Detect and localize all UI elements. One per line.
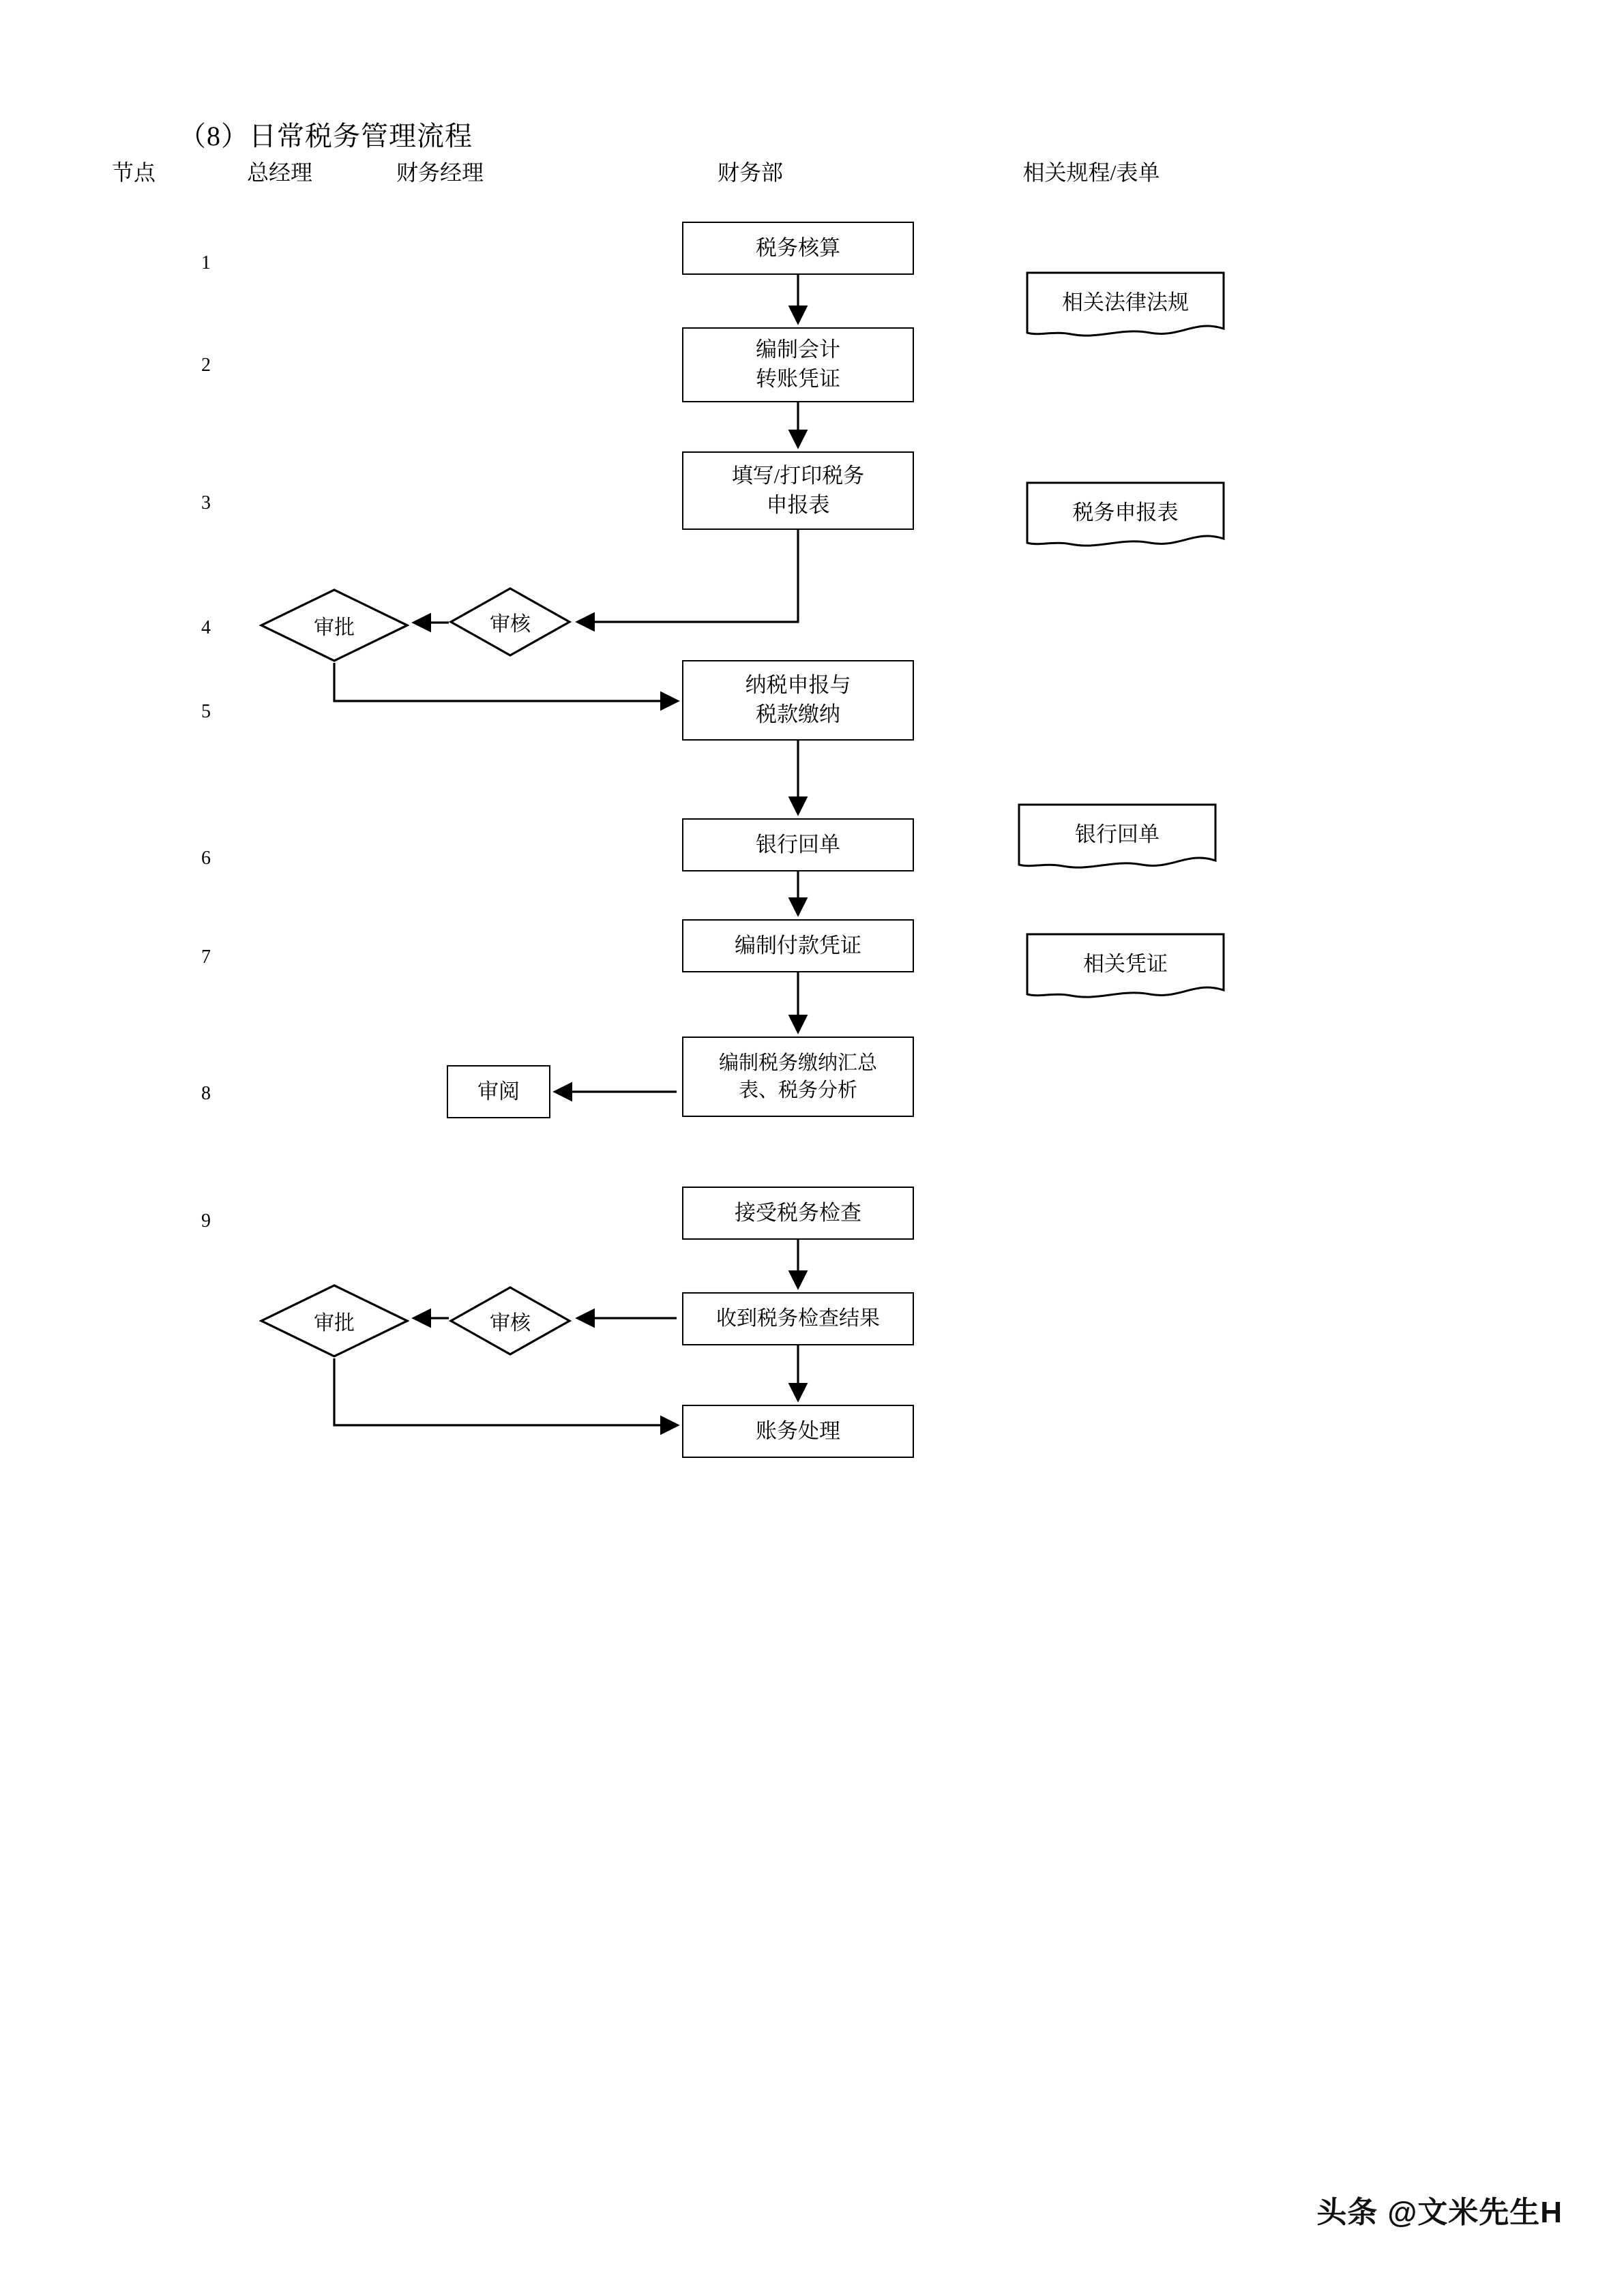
page-title: （8）日常税务管理流程 [179,121,473,151]
process-box-tax-declaration-payment [682,660,914,741]
decision-label: 审批 [314,1312,355,1335]
decision-label: 审批 [314,616,355,639]
process-box-accounting-treatment [682,1405,914,1458]
process-label-line1: 编制税务缴纳汇总 [718,1052,877,1074]
process-label-line1: 编制会计 [756,338,840,362]
process-label-line2: 税款缴纳 [756,702,840,726]
document-label: 相关法律法规 [1062,290,1189,314]
decision-audit-1 [449,586,572,657]
column-header-general-manager: 总经理 [246,160,312,185]
node-index-5: 5 [201,701,211,722]
process-box-review [447,1065,550,1118]
process-box-fill-print-tax-return [682,451,914,530]
node-index-3: 3 [201,492,211,513]
column-header-node: 节点 [111,160,156,185]
node-index-2: 2 [201,355,211,376]
document-label: 相关凭证 [1083,951,1168,976]
document-shape-laws-regulations [1026,271,1225,340]
decision-label: 审核 [490,1312,531,1335]
process-box-receive-inspection-result [682,1292,914,1345]
column-header-finance-manager: 财务经理 [396,160,484,185]
document-shape-related-vouchers [1026,933,1225,1001]
process-label-line2: 表、税务分析 [738,1079,857,1101]
process-label: 接受税务检查 [735,1200,861,1225]
decision-label: 审核 [490,613,531,636]
process-label: 账务处理 [756,1418,840,1443]
process-box-tax-summary-analysis [682,1037,914,1117]
process-box-tax-accounting [682,222,914,275]
decision-audit-2 [449,1285,572,1356]
node-index-9: 9 [201,1210,211,1232]
document-label: 税务申报表 [1072,500,1179,524]
process-label-line1: 填写/打印税务 [731,463,865,488]
node-index-8: 8 [201,1083,211,1104]
node-index-6: 6 [201,848,211,869]
process-label: 银行回单 [756,832,840,856]
process-box-prepare-payment-voucher [682,919,914,972]
decision-approve-2 [259,1283,409,1358]
process-label: 收到税务检查结果 [716,1307,880,1330]
watermark-handle: @文米先生H [1387,2196,1563,2229]
document-shape-tax-return-form [1026,481,1225,550]
process-label-line1: 纳税申报与 [745,673,851,698]
node-index-4: 4 [201,617,211,638]
document-shape-bank-receipt [1018,803,1217,871]
document-label: 银行回单 [1075,822,1160,846]
node-index-7: 7 [201,946,211,968]
node-index-1: 1 [201,252,211,273]
process-label: 编制付款凭证 [735,933,861,957]
column-header-reference-docs: 相关规程/表单 [1022,160,1160,185]
process-label-line2: 转账凭证 [756,367,840,391]
watermark [1316,2188,1563,2231]
process-box-bank-receipt [682,818,914,871]
process-box-accept-tax-inspection [682,1187,914,1240]
decision-approve-1 [259,588,409,663]
watermark-logo: 头条 [1316,2196,1378,2229]
process-box-prepare-transfer-voucher [682,327,914,402]
column-header-finance-dept: 财务部 [717,160,783,185]
process-label: 税务核算 [756,235,840,260]
process-label: 审阅 [477,1079,520,1103]
process-label-line2: 申报表 [766,492,830,517]
